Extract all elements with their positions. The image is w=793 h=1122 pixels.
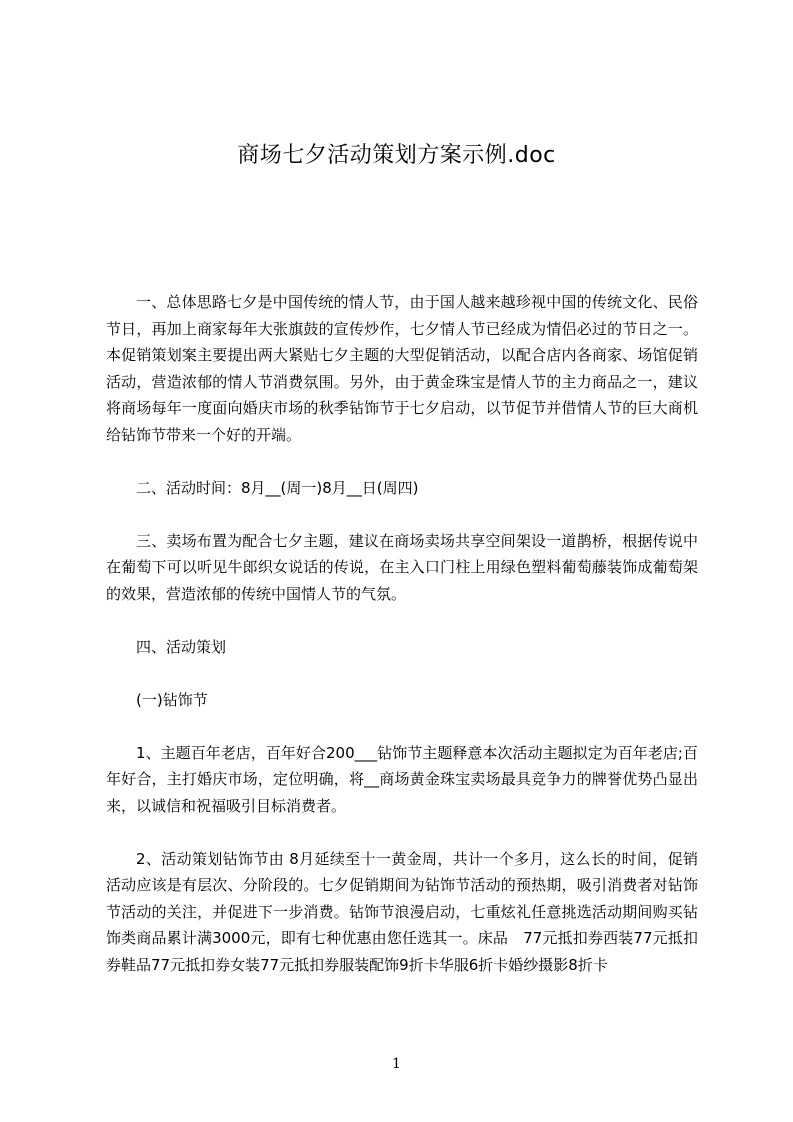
heading-diamond-festival: (一)钻饰节: [136, 690, 208, 709]
paragraph-activity-time: 二、活动时间：8月__(周一)8月__日(周四): [136, 478, 419, 497]
document-title: 商场七夕活动策划方案示例.doc: [237, 143, 556, 168]
paragraph-activity-planning: 2、活动策划钻饰节由 8月延续至十一黄金周，共计一个多月，这么长的时间，促销活动应该是有层次、分阶段的。七夕促销期间为钻饰节活动的预热期，吸引消费者对钻饰节活动的关注，并促进下一步消费。钻饰节浪漫启动，七重炫礼任意挑选活动期间购买钻饰类商品累计满3000元，即有七种优惠由您任选其一。床品 77元抵扣券西装77元抵扣券鞋品77元抵扣券女装77元抵扣券服装配饰9折卡华服6折卡婚纱摄影8折卡: [106, 849, 698, 974]
heading-activity-plan: 四、活动策划: [136, 637, 227, 656]
paragraph-theme: 1、主题百年老店，百年好合200___钻饰节主题释意本次活动主题拟定为百年老店;百年好合，主打婚庆市场，定位明确，将__商场黄金珠宝卖场最具竞争力的牌誉优势凸显出来，以诚信和祝福吸引目标消费者。: [106, 743, 698, 815]
document-body: [106, 289, 698, 1005]
paragraph-overview: 一、总体思路七夕是中国传统的情人节，由于国人越来越珍视中国的传统文化、民俗节日，再加上商家每年大张旗鼓的宣传炒作，七夕情人节已经成为情侣必过的节日之一。本促销策划案主要提出两大紧贴七夕主题的大型促销活动，以配合店内各商家、场馆促销活动，营造浓郁的情人节消费氛围。另外，由于黄金珠宝是情人节的主力商品之一，建议将商场每年一度面向婚庆市场的秋季钻饰节于七夕启动，以节促节并借情人节的巨大商机给钻饰节带来一个好的开端。: [106, 293, 698, 444]
paragraph-store-layout: 三、卖场布置为配合七夕主题，建议在商场卖场共享空间架设一道鹊桥，根据传说中在葡萄下可以听见牛郎织女说话的传说，在主入口门柱上用绿色塑料葡萄藤装饰成葡萄架的效果，营造浓郁的传统中国情人节的气氛。: [106, 531, 698, 603]
page-number: 1: [392, 1056, 401, 1072]
